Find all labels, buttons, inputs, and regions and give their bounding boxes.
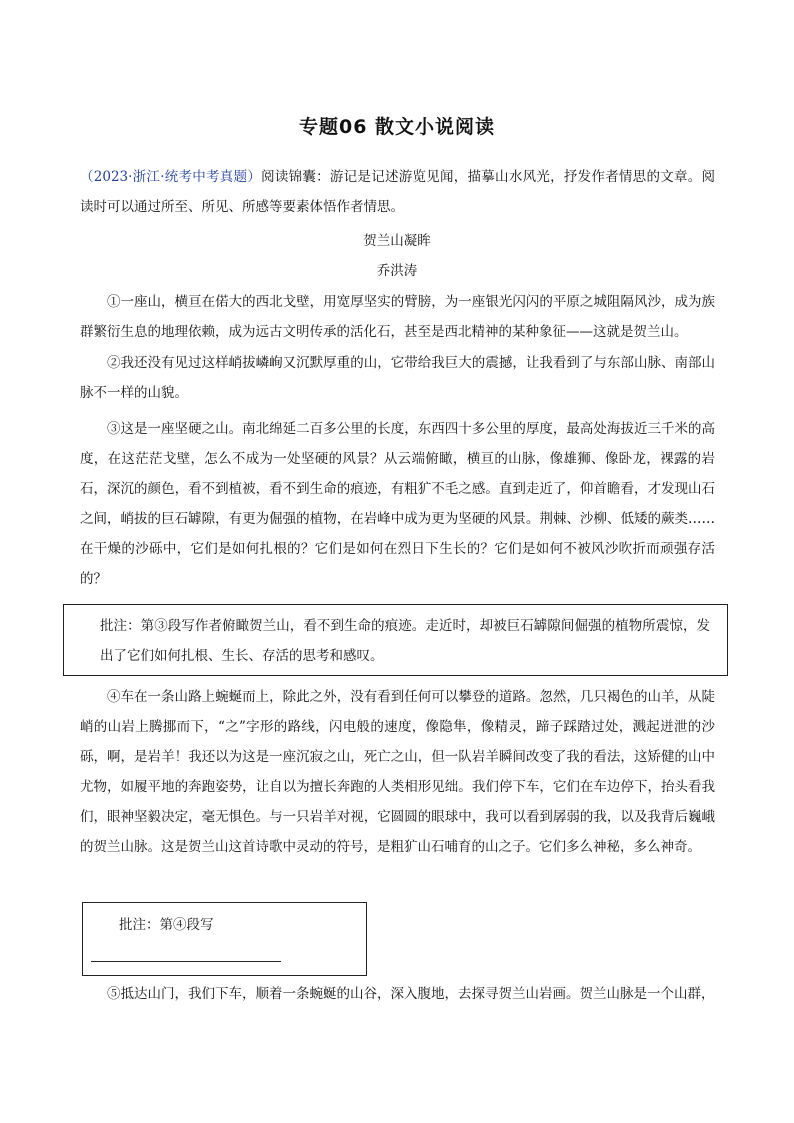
article-author: 乔洪涛 [376, 263, 418, 279]
paragraph-3: ③这是一座坚硬之山。南北绵延二百多公里的长度，东西四十多公里的厚度，最高处海拔近三千米的高度，在这茫茫戈壁，怎么不成为一处坚硬的风景？从云端俯瞰，横亘的山脉，像雄狮、像卧龙，裸露的岩石，深沉的颜色，看不到植被，看不到生命的痕迹，有粗犷不毛之感。直到走近了，仰首瞻看，才发现山石之间，峭拔的巨石罅隙，有更为倔强的植物，在岩峰中成为更为坚硬的风景。荆棘、沙柳、低矮的蕨类……在干燥的沙砾中，它们是如何扎根的？它们是如何在烈日下生长的？它们是如何不被风沙吹折而顽强存活的？ [80, 421, 715, 587]
intro-paragraph [80, 162, 715, 222]
paragraph-5: ⑤抵达山门，我们下车，顺着一条蜿蜒的山谷，深入腹地，去探寻贺兰山岩画。贺兰山脉是一个山群， [107, 986, 715, 1002]
source-tag: （2023·浙江·统考中考真题） [80, 169, 262, 185]
answer-blank-line[interactable] [91, 960, 281, 962]
annotation-1: 批注：第③段写作者俯瞰贺兰山，看不到生命的痕迹。走近时，却被巨石罅隙间倔强的植物所震惊，发出了它们如何扎根、生长、存活的思考和感叹。 [100, 618, 710, 664]
annotation-box-2 [82, 902, 367, 976]
page-title: 专题06 散文小说阅读 [298, 116, 496, 138]
article-title: 贺兰山凝眸 [363, 233, 431, 249]
intro-text: 阅读锦囊：游记是记述游览见闻，描摹山水风光，抒发作者情思的文章。阅读时可以通过所至、所见、所感等要素体悟作者情思。 [80, 169, 715, 215]
paragraph-1: ①一座山，横亘在偌大的西北戈壁，用宽厚坚实的臂膀，为一座银光闪闪的平原之城阻隔风沙，成为族群繁衍生息的地理依赖，成为远古文明传承的活化石，甚至是西北精神的某种象征——这就是贺兰山。 [80, 294, 715, 340]
annotation-box-1 [63, 604, 728, 676]
paragraph-2: ②我还没有见过这样峭拔嶙峋又沉默厚重的山，它带给我巨大的震撼，让我看到了与东部山脉、南部山脉不一样的山貌。 [80, 355, 715, 401]
annotation-2: 批注：第④段写 [119, 917, 214, 933]
paragraph-4: ④车在一条山路上蜿蜒而上，除此之外，没有看到任何可以攀登的道路。忽然，几只褐色的山羊，从陡峭的山岩上腾挪而下，“之”字形的路线，闪电般的速度，像隐隼，像精灵，蹄子踩踏过处，溅起迸泄的沙砾，啊，是岩羊！我还以为这是一座沉寂之山，死亡之山，但一队岩羊瞬间改变了我的看法，这矫健的山中尤物，如履平地的奔跑姿势，让自以为擅长奔跑的人类相形见绌。我们停下车，它们在车边停下，抬头看我们，眼神坚毅决定，毫无惧色。与一只岩羊对视，它圆圆的眼球中，我可以看到孱弱的我，以及我背后巍峨的贺兰山脉。这是贺兰山这首诗歌中灵动的符号，是粗犷山石哺育的山之子。它们多么神秘，多么神奇。 [80, 689, 715, 855]
